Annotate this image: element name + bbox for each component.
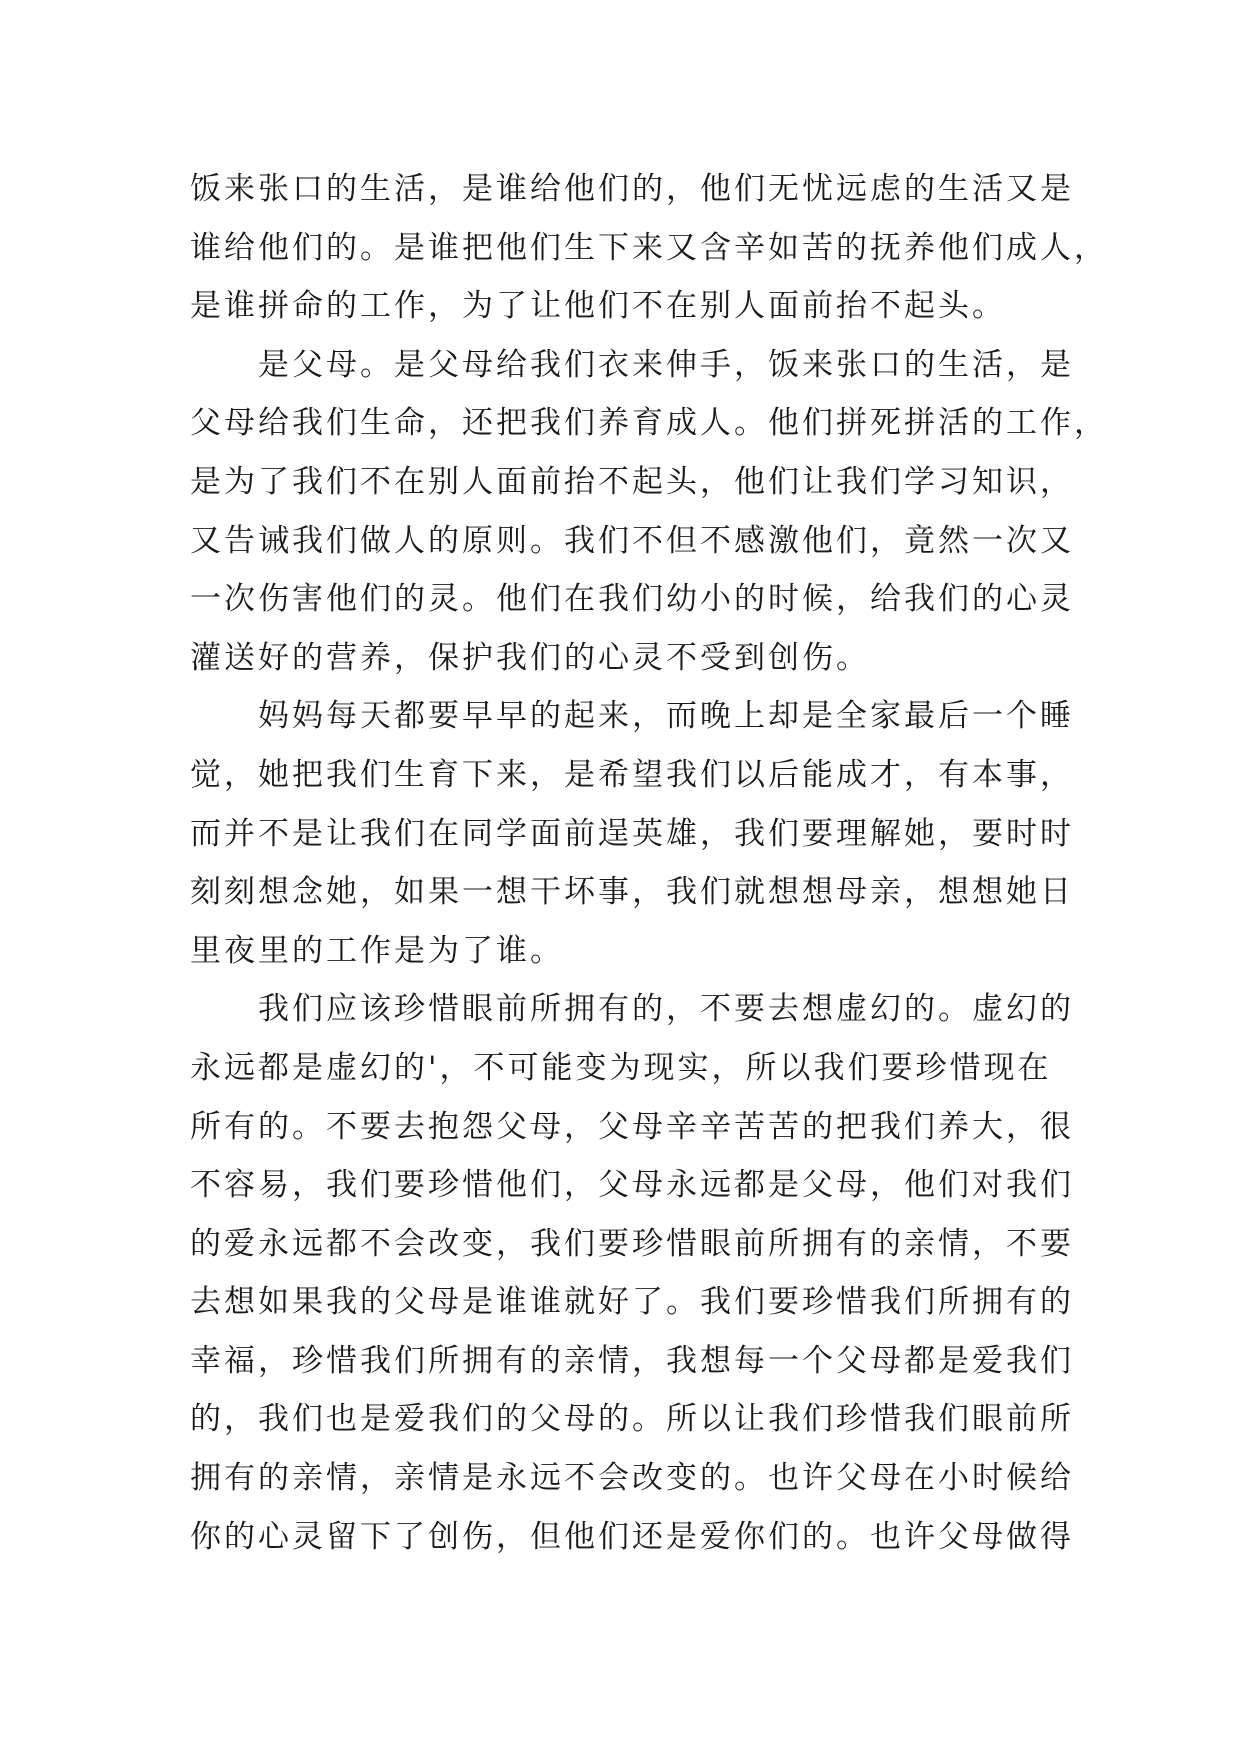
text-line: 是父母。是父母给我们衣来伸手，饭来张口的生活，是: [190, 346, 1074, 383]
text-line: 妈妈每天都要早早的起来，而晚上却是全家最后一个睡: [190, 698, 1074, 735]
text-line: 是谁拼命的工作，为了让他们不在别人面前抬不起头。: [190, 288, 1006, 325]
text-line: 不容易，我们要珍惜他们，父母永远都是父母，他们对我们: [190, 1167, 1074, 1204]
text-line: 是为了我们不在别人面前抬不起头，他们让我们学习知识，: [190, 463, 1074, 500]
text-line: 饭来张口的生活，是谁给他们的，他们无忧远虑的生活又是: [190, 171, 1074, 207]
text-line: 拥有的亲情，亲情是永远不会改变的。也许父母在小时候给: [190, 1460, 1074, 1497]
text-line: 又告诫我们做人的原则。我们不但不感激他们，竟然一次又: [190, 522, 1074, 559]
text-line: 我们应该珍惜眼前所拥有的，不要去想虚幻的。虚幻的: [190, 991, 1074, 1028]
text-line: 觉，她把我们生育下来，是希望我们以后能成才，有本事，: [190, 756, 1074, 793]
text-line: 而并不是让我们在同学面前逞英雄，我们要理解她，要时时: [190, 815, 1074, 852]
text-line: 里夜里的工作是为了谁。: [190, 932, 564, 969]
text-line: 永远都是虚幻的'，不可能变为现实，所以我们要珍惜现在: [190, 1049, 1052, 1086]
text-line: 的，我们也是爱我们的父母的。所以让我们珍惜我们眼前所: [190, 1401, 1074, 1438]
text-line: 所有的。不要去抱怨父母，父母辛辛苦苦的把我们养大，很: [190, 1108, 1074, 1145]
text-line: 谁给他们的。是谁把他们生下来又含辛如苦的抚养他们成人，: [190, 229, 1108, 266]
document-body: [190, 160, 1108, 1566]
text-line: 一次伤害他们的灵。他们在我们幼小的时候，给我们的心灵: [190, 581, 1074, 618]
text-line: 父母给我们生命，还把我们养育成人。他们拼死拼活的工作，: [190, 405, 1108, 442]
text-line: 的爱永远都不会改变，我们要珍惜眼前所拥有的亲情，不要: [190, 1225, 1074, 1262]
text-line: 幸福，珍惜我们所拥有的亲情，我想每一个父母都是爱我们: [190, 1342, 1074, 1379]
text-line: 你的心灵留下了创伤，但他们还是爱你们的。也许父母做得: [190, 1518, 1074, 1555]
text-line: 刻刻想念她，如果一想干坏事，我们就想想母亲，想想她日: [190, 874, 1074, 911]
text-line: 灌送好的营养，保护我们的心灵不受到创伤。: [190, 639, 870, 676]
text-line: 去想如果我的父母是谁谁就好了。我们要珍惜我们所拥有的: [190, 1284, 1074, 1321]
